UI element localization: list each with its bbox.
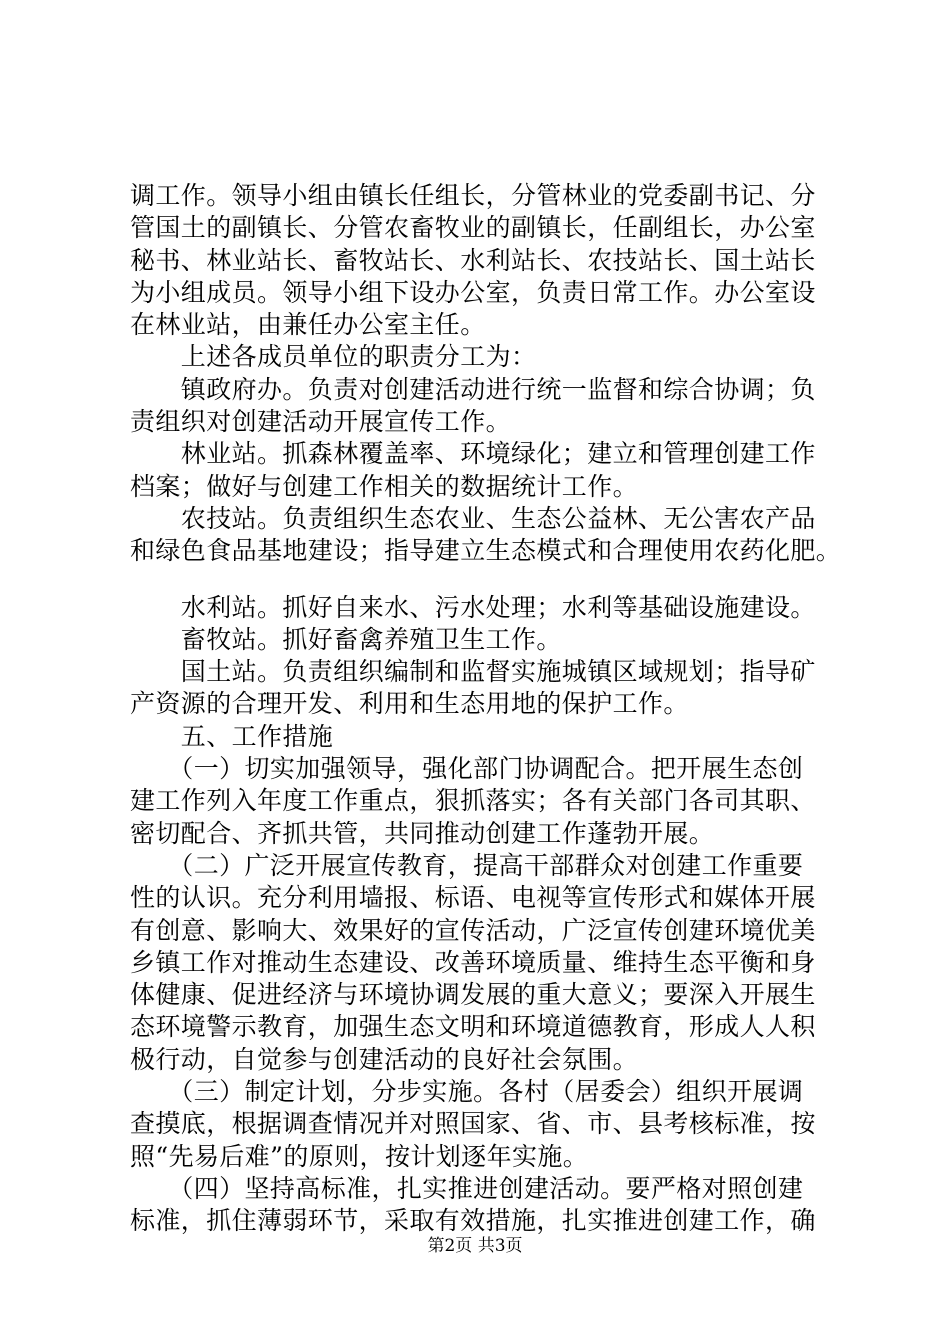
text-line: 管国土的副镇长、分管农畜牧业的副镇长，任副组长，办公室 [130,213,816,243]
text-line: （二）广泛开展宣传教育，提高干部群众对创建工作重要 [130,850,804,880]
text-line: （三）制定计划，分步实施。各村（居委会）组织开展调 [130,1077,804,1107]
text-line: 有创意、影响大、效果好的宣传活动，广泛宣传创建环境优美 [130,915,816,945]
text-line: 责组织对创建活动开展宣传工作。 [130,407,512,437]
text-line: 上述各成员单位的职责分工为： [130,342,537,372]
text-line: 密切配合、齐抓共管，共同推动创建工作蓬勃开展。 [130,818,715,848]
text-line: 国土站。负责组织编制和监督实施城镇区域规划；指导矿 [130,657,816,687]
text-line: 体健康、促进经济与环境协调发展的重大意义；要深入开展生 [130,980,816,1010]
text-line: 和绿色食品基地建设；指导建立生态模式和合理使用农药化肥。 [130,536,842,566]
text-line: 畜牧站。抓好畜禽养殖卫生工作。 [130,624,562,654]
text-line: 态环境警示教育，加强生态文明和环境道德教育，形成人人积 [130,1012,816,1042]
text-line: 档案；做好与创建工作相关的数据统计工作。 [130,471,639,501]
text-line: （四）坚持高标准，扎实推进创建活动。要严格对照创建 [130,1173,804,1203]
page-footer [0,1234,950,1258]
text-line: 林业站。抓森林覆盖率、环境绿化；建立和管理创建工作 [130,439,816,469]
text-line: 产资源的合理开发、利用和生态用地的保护工作。 [130,689,689,719]
page-number: 第2页 共3页 [427,1236,523,1256]
text-line: 农技站。负责组织生态农业、生态公益林、无公害农产品 [130,503,816,533]
text-line: 查摸底，根据调查情况并对照国家、省、市、县考核标准，按 [130,1109,816,1139]
text-line: （一）切实加强领导，强化部门协调配合。把开展生态创 [130,754,804,784]
text-line: 极行动，自觉参与创建活动的良好社会氛围。 [130,1044,639,1074]
section-heading: 五、工作措施 [130,721,334,751]
paragraph-gap [130,568,838,592]
text-line: 标准，抓住薄弱环节，采取有效措施，扎实推进创建工作，确 [130,1206,816,1236]
text-line: 照“先易后难”的原则，按计划逐年实施。 [130,1141,589,1171]
text-line: 在林业站，由兼任办公室主任。 [130,310,486,340]
text-line: 秘书、林业站长、畜牧站长、水利站长、农技站长、国土站长 [130,245,816,275]
text-line: 性的认识。充分利用墙报、标语、电视等宣传形式和媒体开展 [130,883,816,913]
text-line: 乡镇工作对推动生态建设、改善环境质量、维持生态平衡和身 [130,947,816,977]
text-line: 建工作列入年度工作重点，狠抓落实；各有关部门各司其职、 [130,786,816,816]
document-body [130,180,842,1238]
text-line: 镇政府办。负责对创建活动进行统一监督和综合协调；负 [130,374,816,404]
text-line: 水利站。抓好自来水、污水处理；水利等基础设施建设。 [130,592,816,622]
text-line: 调工作。领导小组由镇长任组长，分管林业的党委副书记、分 [130,181,816,210]
text-line: 为小组成员。领导小组下设办公室，负责日常工作。办公室设 [130,277,816,307]
